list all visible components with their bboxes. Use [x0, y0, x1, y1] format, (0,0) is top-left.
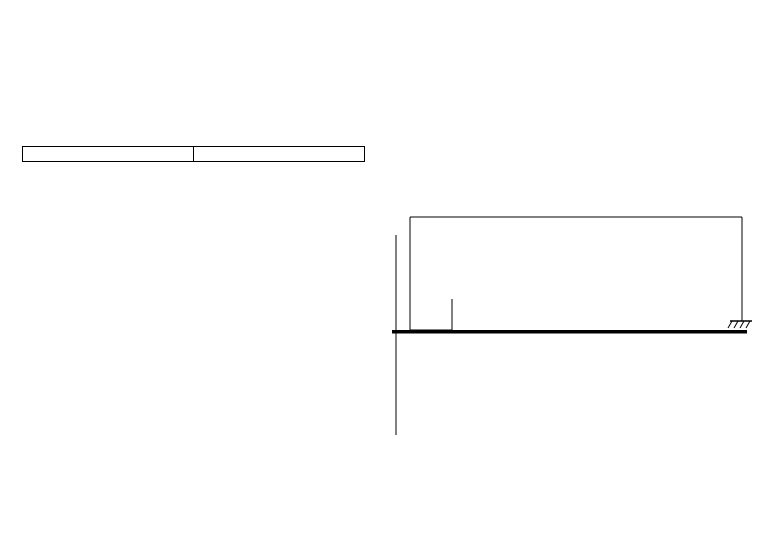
magnetic-core-line: [392, 330, 747, 334]
table-header-row: [23, 147, 365, 162]
spec-table: [22, 146, 365, 162]
column-header-parameter: [23, 147, 194, 162]
schematic-diagram: [392, 205, 752, 480]
column-header-value: [194, 147, 365, 162]
connection-wires: [396, 217, 752, 435]
